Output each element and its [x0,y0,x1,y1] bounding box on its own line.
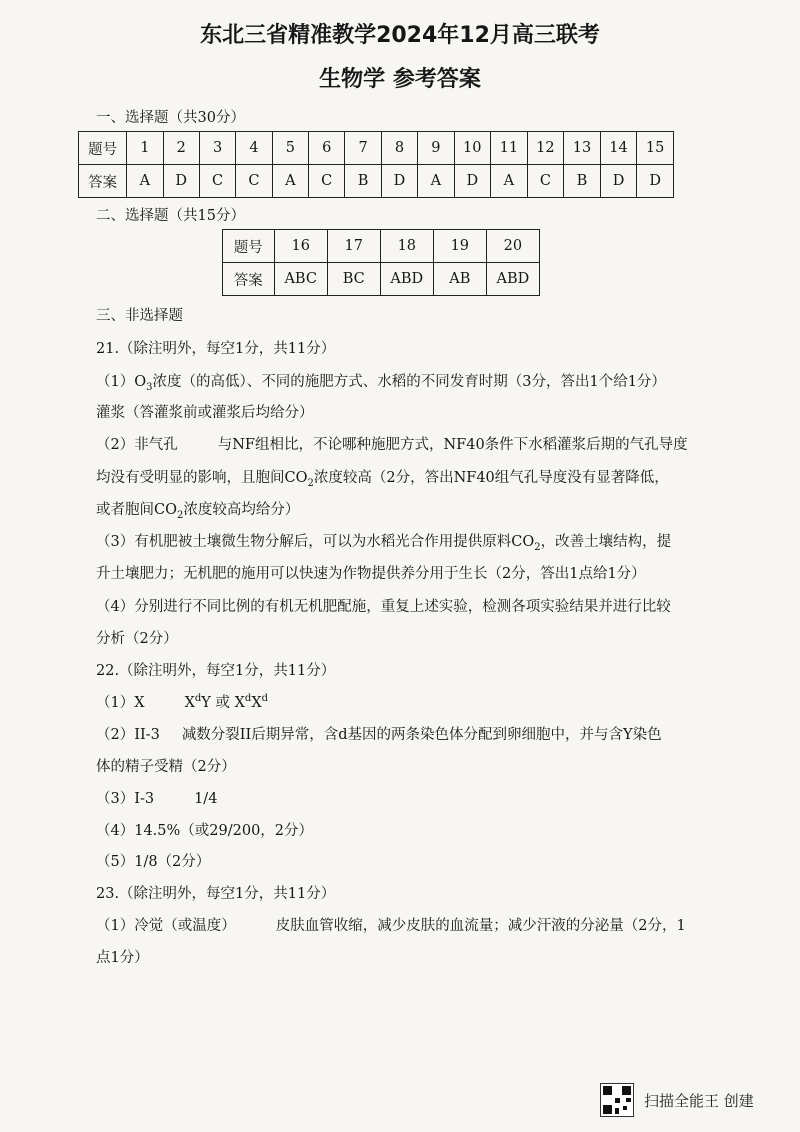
answer-cell: D [600,165,637,198]
section2-heading: 二、选择题（共15分） [96,208,245,224]
q21-heading: 21.（除注明外，每空1分，共11分） [96,341,336,357]
question-number: 11 [491,132,528,165]
q21-line-2: 灌浆（答灌浆前或灌浆后均给分） [96,405,314,421]
q21-line-6: （3）有机肥被土壤微生物分解后，可以为水稻光合作用提供原料$CO_2$，改善土壤结构，提 [96,534,672,553]
answer-cell: ABD [380,263,433,296]
q21-line-3: （2）非气孔 与NF组相比，不论哪种施肥方式，NF40条件下水稻灌浆后期的气孔导度 [96,437,688,453]
table-row [223,230,540,263]
answer-cell: A [272,165,308,198]
answer-cell: C [309,165,345,198]
q22-line-4: （3）I-3 1/4 [96,791,218,807]
exam-subtitle: 生物学 参考答案 [319,67,481,92]
question-number: 7 [345,132,381,165]
section3-heading: 三、非选择题 [96,308,183,324]
table-header-label: 题号 [223,230,275,263]
question-number: 6 [309,132,345,165]
qr-code-icon [600,1083,634,1117]
q22-line-6: （5）1/8（2分） [96,854,211,870]
watermark-label: 扫描全能王 创建 [644,1091,754,1110]
q23-line-2: 点1分） [96,950,149,966]
table-row [79,132,674,165]
question-number: 10 [454,132,491,165]
answer-cell: A [127,165,163,198]
answer-cell: D [637,165,674,198]
q21-line-9: 分析（2分） [96,631,178,647]
q21-line-4: 均没有受明显的影响，且胞间$CO_2$浓度较高（2分，答出NF40组气孔导度没有显著降低， [96,470,669,489]
exam-title: 东北三省精准教学2024年12月高三联考 [200,23,600,48]
q21-line-5: 或者胞间$CO_2$浓度较高均给分） [96,502,300,521]
answer-cell: B [345,165,381,198]
question-number: 20 [486,230,539,263]
answer-cell: B [564,165,601,198]
q21-line-7: 升土壤肥力；无机肥的施用可以快速为作物提供养分用于生长（2分，答出1点给1分） [96,566,646,582]
question-number: 16 [274,230,327,263]
answer-cell: A [491,165,528,198]
table-header-label: 题号 [79,132,127,165]
section1-heading: 一、选择题（共30分） [96,110,245,126]
q21-line-1: $(1)O_3$浓度（的高低）、不同的施肥方式、水稻的不同发育时期（3分，答出1个给1分） [96,374,666,393]
table-row [223,263,540,296]
question-number: 2 [163,132,199,165]
question-number: 14 [600,132,637,165]
answer-cell: D [163,165,199,198]
question-number: 17 [327,230,380,263]
table-answer-label: 答案 [223,263,275,296]
question-number: 13 [564,132,601,165]
section1-answer-table [78,131,674,198]
table-answer-label: 答案 [79,165,127,198]
answer-cell: BC [327,263,380,296]
answer-cell: ABC [274,263,327,296]
question-number: 18 [380,230,433,263]
scanner-watermark [600,1083,790,1117]
question-number: 5 [272,132,308,165]
answer-cell: D [381,165,417,198]
question-number: 8 [381,132,417,165]
question-number: 9 [418,132,454,165]
q22-line-5: （4）14.5%（或29/200，2分） [96,823,314,839]
question-number: 3 [199,132,235,165]
question-number: 1 [127,132,163,165]
answer-cell: D [454,165,491,198]
q22-line-2: （2）II-3 减数分裂II后期异常，含d基因的两条染色体分配到卵细胞中，并与含Y染色 [96,727,662,743]
answer-cell: C [236,165,272,198]
question-number: 19 [433,230,486,263]
question-number: 15 [637,132,674,165]
table-row [79,165,674,198]
q22-heading: 22.（除注明外，每空1分，共11分） [96,663,336,679]
answer-cell: C [199,165,235,198]
answer-cell: AB [433,263,486,296]
answer-cell: A [418,165,454,198]
q22-line-1: （1）X $X^dY$ 或 $X^dX^d$ [96,693,269,711]
section2-answer-table [222,229,540,296]
q21-line-8: （4）分别进行不同比例的有机无机肥配施，重复上述实验，检测各项实验结果并进行比较 [96,599,671,615]
q23-heading: 23.（除注明外，每空1分，共11分） [96,886,336,902]
q22-line-3: 体的精子受精（2分） [96,759,236,775]
question-number: 12 [527,132,564,165]
q23-line-1: （1）冷觉（或温度） 皮肤血管收缩，减少皮肤的血流量；减少汗液的分泌量（2分，1 [96,918,686,934]
answer-cell: ABD [486,263,539,296]
question-number: 4 [236,132,272,165]
answer-cell: C [527,165,564,198]
